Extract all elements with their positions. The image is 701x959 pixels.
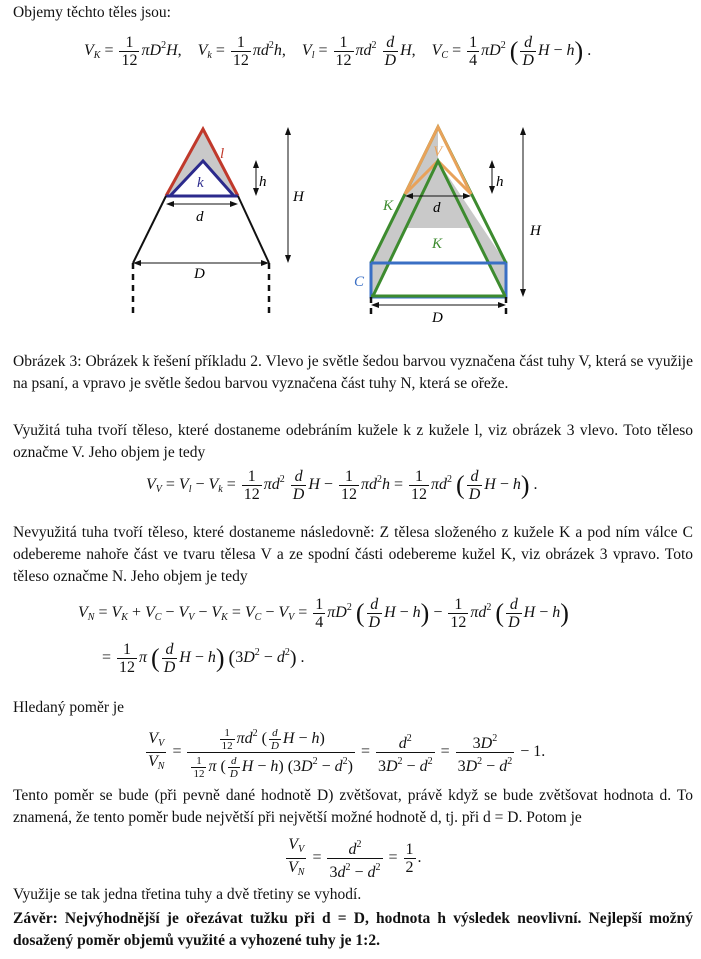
label-K-outer: K [383, 198, 394, 214]
label-H-left: H [293, 189, 304, 205]
right-diagram [354, 127, 542, 326]
label-d-left: d [196, 209, 204, 225]
paragraph-1: Využitá tuha tvoří těleso, které dostaneme odebráním kužele k z kužele l, viz obrázek 3 vlevo. Toto těleso označme V. Jeho objem je tedy [13, 422, 693, 461]
left-diagram [133, 127, 305, 315]
paragraph-2: Nevyužitá tuha tvoří těleso, které dostaneme následovně: Z tělesa složeného z kužele K a pod ním válce C odebereme nahoře část ve tvaru tělesa V a ze spodní části odebereme kužel K, viz obrázek 3 vpravo. Toto těleso označme N. Jeho objem je tedy [13, 524, 693, 585]
cylinder-C [371, 263, 506, 297]
equation-VN-line2: = $\frac{1}{12}$ π ( $\frac{d}{D}$ H − h) $(3D^2 - d^2)$ . [102, 641, 305, 676]
equation-final: $\frac{V_V}{V_N}$ = $\frac{d^2}{3d^2 - d^2}$ = $\frac{1}{2}$ . [288, 836, 422, 881]
figure-3 [0, 110, 701, 332]
volume-formulas: $V_K$ = $\frac{1}{12}$ $\pi D^2H$, $V_k$ = $\frac{1}{12}$ $\pi d^2h$, $V_l$ = $\frac{1}{12}$ $\pi d^2$ $\frac{d}{D}$ H, $V_C$ = $\frac{1}{4}$ $\pi D^2$ ( $\frac{d}{D}$ H − h) . [84, 34, 592, 69]
label-H-right: H [530, 223, 541, 239]
label-D-left: D [194, 266, 205, 282]
equation-VV: $V_V = V_l - V_k$ = $\frac{1}{12}$ $\pi d^2$ $\frac{d}{D}$ H − $\frac{1}{12}$ $\pi d^2h$ = $\frac{1}{12}$ $\pi d^2$ ( $\frac{d}{D}$ H − h) . [146, 468, 538, 503]
label-D-right: D [432, 310, 443, 326]
paragraph-4: Tento poměr se bude (při pevně dané hodnotě D) zvětšovat, právě když se bude zvětšovat hodnota d. To znamená, že tento poměr bude největší při největší možné hodnotě d, tj. při d = D. Potom je [13, 787, 693, 826]
label-h-left: h [259, 174, 267, 190]
equation-ratio: $\frac{V_V}{V_N}$ = $\frac{1}{12}$ $\pi d^2$ ( $\frac{d}{D}$ H − h) $\frac{1}{12}$ π ( $\frac{d}{D}$ H − h) $(3D^2 - d^2)$ = $\frac{d^2}{3D^2 - d^2}$ = $\frac{3D^2}{3D^2 - d^2}$ − 1. [148, 726, 546, 780]
label-V: V [433, 144, 443, 160]
intro-text: Objemy těchto těles jsou: [13, 4, 171, 21]
equation-VN-line1: $V_N = V_K + V_C - V_V - V_K = V_C - V_V$ = $\frac{1}{4}$ $\pi D^2$ ( $\frac{d}{D}$ H − h) − $\frac{1}{12}$ $\pi d^2$ ( $\frac{d}{D}$ H − h) [78, 596, 569, 631]
paragraph-3: Hledaný poměr je [13, 699, 125, 716]
label-d-right: d [433, 200, 441, 216]
paragraph-5: Využije se tak jedna třetina tuhy a dvě třetiny se vyhodí. [13, 886, 362, 903]
label-C: C [354, 274, 365, 290]
label-K-inner: K [432, 236, 443, 252]
label-k: k [197, 175, 204, 191]
figure-caption: Obrázek 3: Obrázek k řešení příkladu 2. Vlevo je světle šedou barvou vyznačena část tuhy V, která se využije na psaní, a vpravo je světle šedou barvou vyznačena část tuhy N, která se ořeže. [13, 353, 693, 392]
label-h-right: h [496, 174, 504, 190]
conclusion: Závěr: Nejvýhodnější je ořezávat tužku při d = D, hodnota h výsledek neovlivní. Nejlepší možný dosažený poměr objemů využité a vyhozené tuhy je 1:2. [13, 910, 693, 949]
label-l: l [220, 146, 225, 162]
